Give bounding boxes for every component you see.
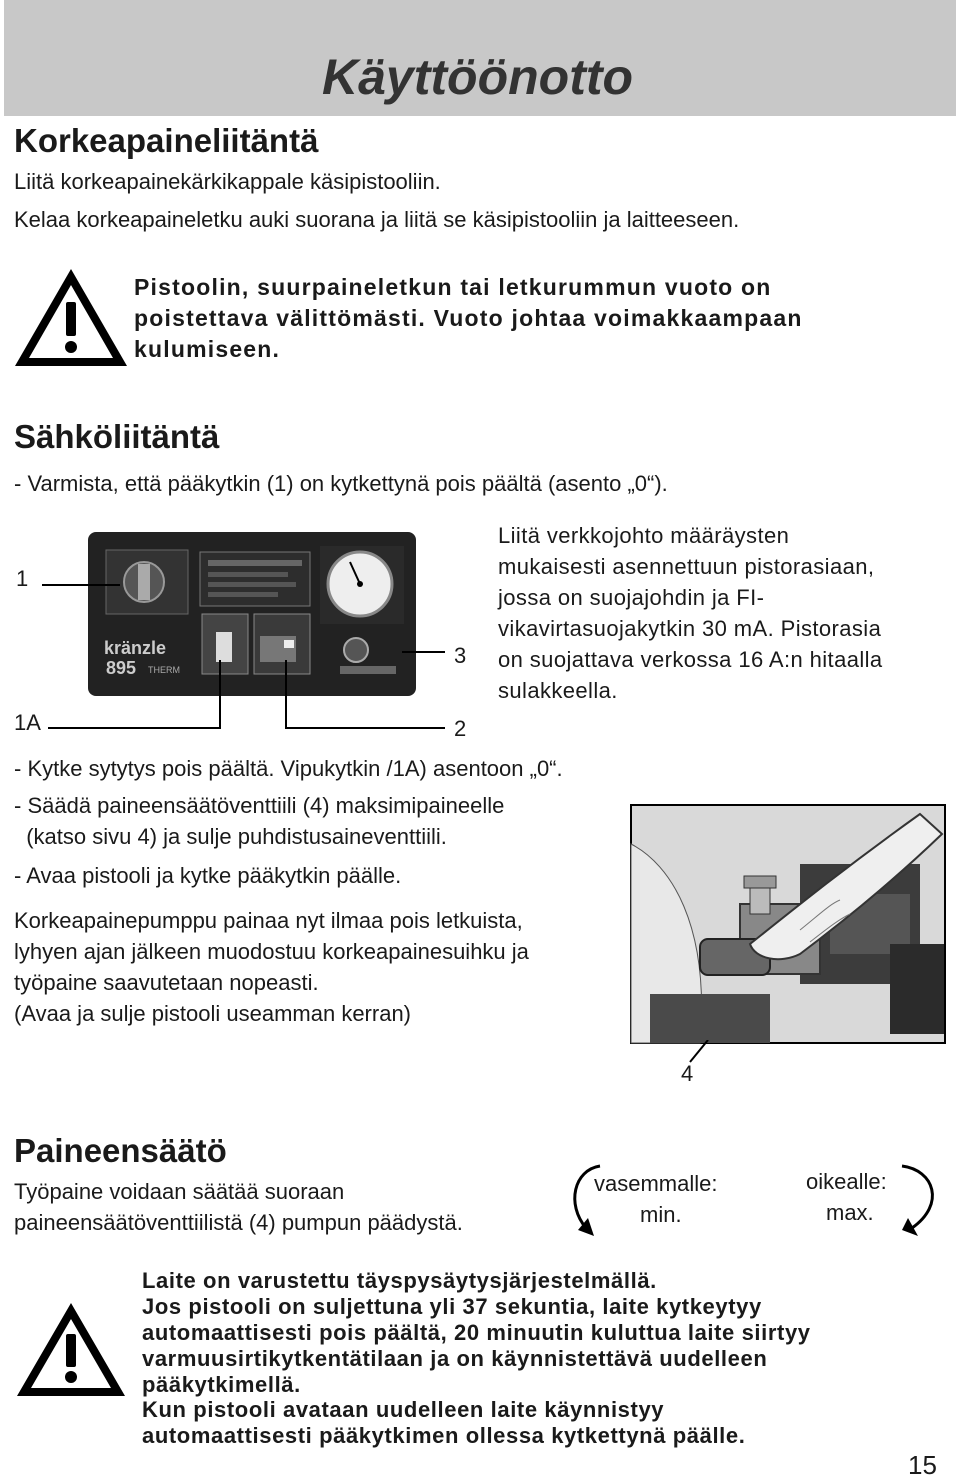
text-line: vikavirtasuojakytkin 30 mA. Pistorasia — [498, 616, 882, 641]
text-line: paineensäätöventtiilistä (4) pumpun päädystä. — [14, 1210, 463, 1235]
page-number: 15 — [908, 1450, 937, 1480]
paragraph-line: Korkeapainepumppu painaa nyt ilmaa pois letkuista, — [14, 908, 523, 933]
warning-triangle-icon — [14, 1300, 128, 1400]
step-text: (katso sivu 4) ja sulje puhdistusaineventtiili. — [14, 824, 447, 849]
warning-line: Laite on varustettu täyspysäytysjärjestelmällä. — [142, 1268, 657, 1293]
heading-paineensaato: Paineensäätö — [14, 1132, 227, 1169]
text-line: on suojattava verkossa 16 A:n hitaalla — [498, 647, 883, 672]
panel-brand: kränzle — [104, 638, 167, 658]
direction-right-label: oikealle: — [806, 1169, 887, 1194]
heading-sahkoliitanta: Sähköliitäntä — [14, 418, 220, 455]
heading-korkeapaineliitanta: Korkeapaineliitäntä — [14, 122, 319, 159]
step-text: - Säädä paineensäätöventtiili (4) maksimipaineelle — [14, 793, 505, 818]
direction-left-value: min. — [640, 1202, 682, 1227]
warning-line: Kun pistooli avataan uudelleen laite käynnistyy — [142, 1397, 665, 1422]
text-line: Liitä verkkojohto määräysten — [498, 523, 790, 548]
page-title: Käyttöönotto — [322, 49, 634, 105]
step-text: - Kytke sytytys pois päältä. Vipukytkin /1A) asentoon „0“. — [14, 756, 563, 781]
warning-line: automaattisesti pääkytkimen ollessa kytkettynä päälle. — [142, 1423, 746, 1448]
warning-line: pääkytkimellä. — [142, 1372, 301, 1397]
panel-model-suffix: THERM — [148, 665, 180, 675]
warning-line: varmuusirtikytkentätilaan ja on käynnistettävä uudelleen — [142, 1346, 768, 1371]
callout-lines — [0, 0, 480, 760]
warning-line: poistettava välittömästi. Vuoto johtaa voimakkaampaan — [134, 305, 803, 331]
step-text: - Varmista, että pääkytkin (1) on kytkettynä pois päältä (asento „0“). — [14, 471, 668, 496]
paragraph-line: (Avaa ja sulje pistooli useamman kerran) — [14, 1001, 411, 1026]
warning-line: Jos pistooli on suljettuna yli 37 sekuntia, laite kytkeytyy — [142, 1294, 762, 1319]
warning-line: Pistoolin, suurpaineletkun tai letkurummun vuoto on — [134, 274, 772, 300]
step-text: - Avaa pistooli ja kytke pääkytkin päälle. — [14, 863, 402, 888]
text-line: Työpaine voidaan säätää suoraan — [14, 1179, 345, 1204]
text-line: Kelaa korkeapaineletku auki suorana ja liitä se käsipistooliin ja laitteeseen. — [14, 207, 740, 232]
direction-right-value: max. — [826, 1200, 874, 1225]
callout-1a: 1A — [14, 710, 41, 735]
warning-line: automaattisesti pois päältä, 20 minuutin kuluttua laite siirtyy — [142, 1320, 811, 1345]
text-line: mukaisesti asennettuun pistorasiaan, — [498, 554, 875, 579]
paragraph-line: työpaine saavutetaan nopeasti. — [14, 970, 319, 995]
rotate-right-arrow-icon — [894, 1160, 946, 1240]
panel-model: 895 — [106, 658, 137, 678]
direction-left-label: vasemmalle: — [594, 1171, 718, 1196]
callout-2: 2 — [454, 716, 467, 741]
callout-4: 4 — [681, 1061, 694, 1086]
warning-line: kulumiseen. — [134, 336, 281, 362]
text-line: jossa on suojajohdin ja FI- — [498, 585, 765, 610]
callout-3: 3 — [454, 643, 467, 668]
pump-photo — [630, 804, 946, 1044]
callout-1: 1 — [16, 566, 29, 591]
paragraph-line: lyhyen ajan jälkeen muodostuu korkeapainesuihku ja — [14, 939, 529, 964]
text-line: Liitä korkeapainekärkikappale käsipistooliin. — [14, 169, 441, 194]
text-line: sulakkeella. — [498, 678, 618, 703]
